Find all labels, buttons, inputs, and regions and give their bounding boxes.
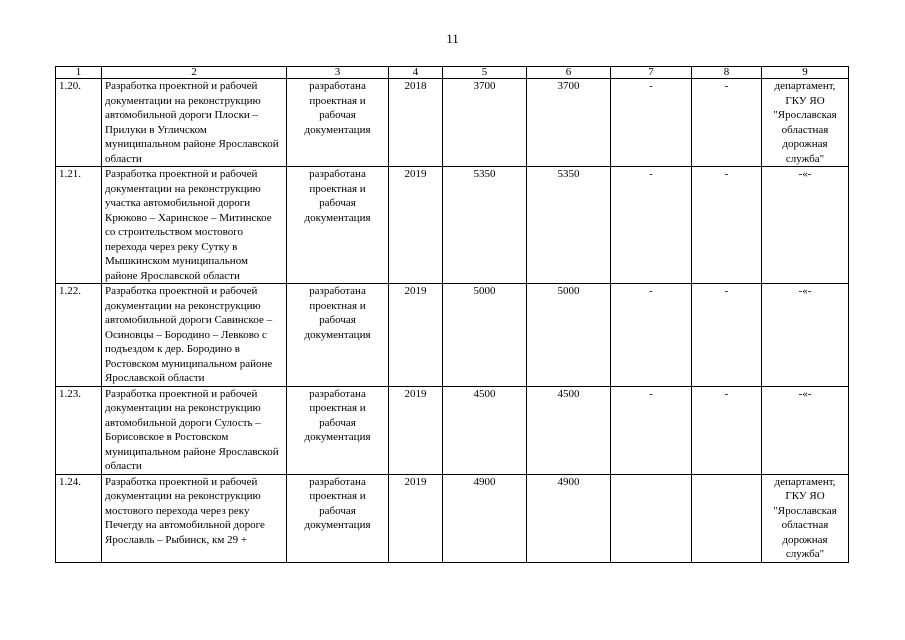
amount-col7: - xyxy=(611,79,692,167)
measure-name: Разработка проектной и рабочей документации на реконструкцию мостового перехода через реку Печегду на автомобильной дороге Ярославль – Рыбинск, км 29 + xyxy=(102,474,287,562)
header-cell-8: 8 xyxy=(692,67,762,79)
table-row xyxy=(56,167,849,284)
year-cell: 2018 xyxy=(389,79,443,167)
executor: -«- xyxy=(762,386,849,474)
amount-col8 xyxy=(692,474,762,562)
amount-col6: 4500 xyxy=(527,386,611,474)
amount-total: 5000 xyxy=(443,284,527,387)
amount-col6: 5000 xyxy=(527,284,611,387)
amount-total: 4900 xyxy=(443,474,527,562)
table-row xyxy=(56,386,849,474)
amount-col6: 4900 xyxy=(527,474,611,562)
measure-name: Разработка проектной и рабочей документации на реконструкцию автомобильной дороги Сулость – Борисовское в Ростовском муниципальном районе Ярославской области xyxy=(102,386,287,474)
amount-col8: - xyxy=(692,284,762,387)
header-cell-3: 3 xyxy=(287,67,389,79)
year-cell: 2019 xyxy=(389,474,443,562)
executor: -«- xyxy=(762,284,849,387)
amount-col8: - xyxy=(692,79,762,167)
year-cell: 2019 xyxy=(389,167,443,284)
measure-name: Разработка проектной и рабочей документации на реконструкцию автомобильной дороги Плоски – Прилуки в Угличском муниципальном районе Ярославской области xyxy=(102,79,287,167)
amount-total: 4500 xyxy=(443,386,527,474)
expected-result: разработана проектная и рабочая документация xyxy=(287,284,389,387)
row-number: 1.22. xyxy=(56,284,102,387)
row-number: 1.21. xyxy=(56,167,102,284)
expected-result: разработана проектная и рабочая документация xyxy=(287,386,389,474)
executor: -«- xyxy=(762,167,849,284)
header-cell-1: 1 xyxy=(56,67,102,79)
amount-col7: - xyxy=(611,284,692,387)
amount-col6: 3700 xyxy=(527,79,611,167)
header-cell-2: 2 xyxy=(102,67,287,79)
year-cell: 2019 xyxy=(389,386,443,474)
amount-col8: - xyxy=(692,167,762,284)
program-table xyxy=(55,66,849,563)
expected-result: разработана проектная и рабочая документация xyxy=(287,474,389,562)
header-row xyxy=(56,67,849,79)
measure-name: Разработка проектной и рабочей документации на реконструкцию участка автомобильной дороги Крюково – Харинское – Митинское со строительством мостового перехода через реку Сутку в Мышкинском муниципальном районе Ярославской области xyxy=(102,167,287,284)
executor: департамент, ГКУ ЯО "Ярославская областная дорожная служба" xyxy=(762,474,849,562)
header-cell-9: 9 xyxy=(762,67,849,79)
amount-total: 5350 xyxy=(443,167,527,284)
amount-col7: - xyxy=(611,167,692,284)
amount-col7: - xyxy=(611,386,692,474)
measure-name: Разработка проектной и рабочей документации на реконструкцию автомобильной дороги Савинское – Осиновцы – Бородино – Левково с подъездом к дер. Бородино в Ростовском муниципальном районе Ярославской области xyxy=(102,284,287,387)
table-row xyxy=(56,474,849,562)
amount-col7 xyxy=(611,474,692,562)
expected-result: разработана проектная и рабочая документация xyxy=(287,167,389,284)
page-number: 11 xyxy=(446,31,459,46)
header-cell-4: 4 xyxy=(389,67,443,79)
year-cell: 2019 xyxy=(389,284,443,387)
row-number: 1.20. xyxy=(56,79,102,167)
executor: департамент, ГКУ ЯО "Ярославская областная дорожная служба" xyxy=(762,79,849,167)
row-number: 1.23. xyxy=(56,386,102,474)
table-row xyxy=(56,284,849,387)
header-cell-6: 6 xyxy=(527,67,611,79)
row-number: 1.24. xyxy=(56,474,102,562)
expected-result: разработана проектная и рабочая документация xyxy=(287,79,389,167)
table-row xyxy=(56,79,849,167)
header-cell-7: 7 xyxy=(611,67,692,79)
amount-col6: 5350 xyxy=(527,167,611,284)
amount-total: 3700 xyxy=(443,79,527,167)
header-cell-5: 5 xyxy=(443,67,527,79)
amount-col8: - xyxy=(692,386,762,474)
